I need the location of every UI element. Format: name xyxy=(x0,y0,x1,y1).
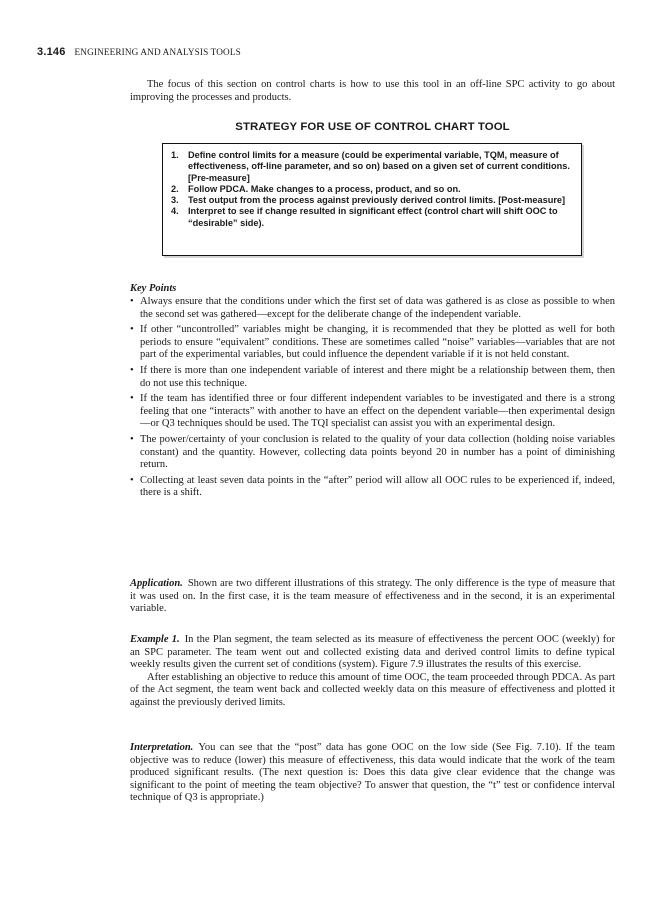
key-point-item xyxy=(130,324,615,362)
interpretation-text: You can see that the “post” data has gone OOC on the low side (See Fig. 7.10). If the team objective was to reduce (lower) this measure of effectiveness, this data would indicate that the work of the team produced significant results. (The next question is: Does this data give clear evidence that the change was significant to the point of meeting the team objective? To answer that question, the “t” test or confidence interval technique of Q3 is appropriate.) xyxy=(130,742,615,804)
application-text: Shown are two different illustrations of this strategy. The only difference is the type of measure that it was used on. In the first case, it is the team measure of effectiveness and in the second, it is an experimental variable. xyxy=(130,578,615,615)
example-section xyxy=(130,634,615,710)
key-point-text: Collecting at least seven data points in the “after” period will allow all OOC rules to be experienced if, indeed, there is a shift. xyxy=(140,474,615,499)
key-points-heading: Key Points xyxy=(130,283,177,294)
key-point-text: If there is more than one independent variable of interest and there might be a relationship between them, then do not use this technique. xyxy=(140,364,615,389)
bullet-icon: • xyxy=(130,364,134,376)
interpretation-paragraph xyxy=(130,742,615,805)
step-number: 1. xyxy=(171,150,179,160)
key-point-text: Always ensure that the conditions under which the first set of data was gathered is as close as possible to when the second set was gathered—except for the deliberate change of the independent variable. xyxy=(140,296,615,320)
key-point-text: The power/certainty of your conclusion is related to the quality of your data collection (holding noise variables constant) and the quantity. However, collecting data points beyond 20 in number has a point of diminishing return. xyxy=(140,433,615,471)
strategy-box xyxy=(162,143,582,256)
bullet-icon: • xyxy=(130,393,134,405)
step-number: 4. xyxy=(171,206,179,217)
key-point-item xyxy=(130,393,615,431)
bullet-icon: • xyxy=(130,433,134,445)
step-text: Follow PDCA. Make changes to a process, product, and so on. xyxy=(188,183,461,194)
intro-paragraph: The focus of this section on control charts is how to use this tool in an off-line SPC activity to go about improving the processes and products. xyxy=(130,79,615,103)
strategy-step-3 xyxy=(171,195,571,206)
step-text: Test output from the process against previously derived control limits. [Post-measure] xyxy=(188,195,566,206)
strategy-step-2 xyxy=(171,184,571,195)
key-point-text: If other “uncontrolled” variables might be changing, it is recommended that they be plotted as well for both periods to ensure “equivalent” conditions. These are sometimes called “noise” variables—variables that are not part of the experimental variables, but could influence the dependent variable if it is not held constant. xyxy=(140,324,615,361)
step-text: Define control limits for a measure (could be experimental variable, TQM, measure of effectiveness, off-line parameter, and so on) based on a given set of current conditions. [Pre-measure] xyxy=(188,150,570,183)
page-number: 3.146 xyxy=(37,46,66,58)
key-point-item xyxy=(130,296,615,321)
strategy-heading: STRATEGY FOR USE OF CONTROL CHART TOOL xyxy=(235,121,510,133)
example-paragraph-2: After establishing an objective to reduce this amount of time OOC, the team proceeded through PDCA. As part of the Act segment, the team went back and collected weekly data on this measure of effectiveness and plotted it against the previously derived limits. xyxy=(130,671,615,708)
step-number: 3. xyxy=(171,195,179,206)
strategy-steps xyxy=(171,150,571,229)
application-label: Application. xyxy=(130,578,183,589)
bullet-icon: • xyxy=(130,474,134,486)
key-points-list xyxy=(130,296,615,503)
key-point-item xyxy=(130,475,615,500)
key-point-item xyxy=(130,365,615,390)
page-header xyxy=(37,46,241,60)
example-text: In the Plan segment, the team selected as its measure of effectiveness the percent OOC (weekly) for an SPC parameter. The team went out and collected existing data and derived control limits to define typical weekly results given the current set of conditions (system). Figure 7.9 illustrates the results of this exercise. xyxy=(130,634,616,671)
step-number: 2. xyxy=(171,183,179,194)
key-point-item xyxy=(130,434,615,472)
key-point-text: If the team has identified three or four different independent variables to be investigated and there is a strong feeling that one “interacts” with another to have an effect on the dependent variable—then experimental design—or Q3 techniques should be used. The TQI specialist can assist you with an experimental design. xyxy=(140,393,615,430)
running-title: ENGINEERING AND ANALYSIS TOOLS xyxy=(74,47,241,57)
example-paragraph xyxy=(130,634,615,672)
application-paragraph xyxy=(130,578,615,616)
strategy-step-1 xyxy=(171,150,571,184)
step-text: Interpret to see if change resulted in significant effect (control chart will shift OOC to “desirable” side). xyxy=(188,206,558,228)
bullet-icon: • xyxy=(130,296,134,307)
example-label: Example 1. xyxy=(130,634,180,645)
strategy-step-4 xyxy=(171,206,571,229)
bullet-icon: • xyxy=(130,324,134,336)
interpretation-label: Interpretation. xyxy=(130,742,194,753)
